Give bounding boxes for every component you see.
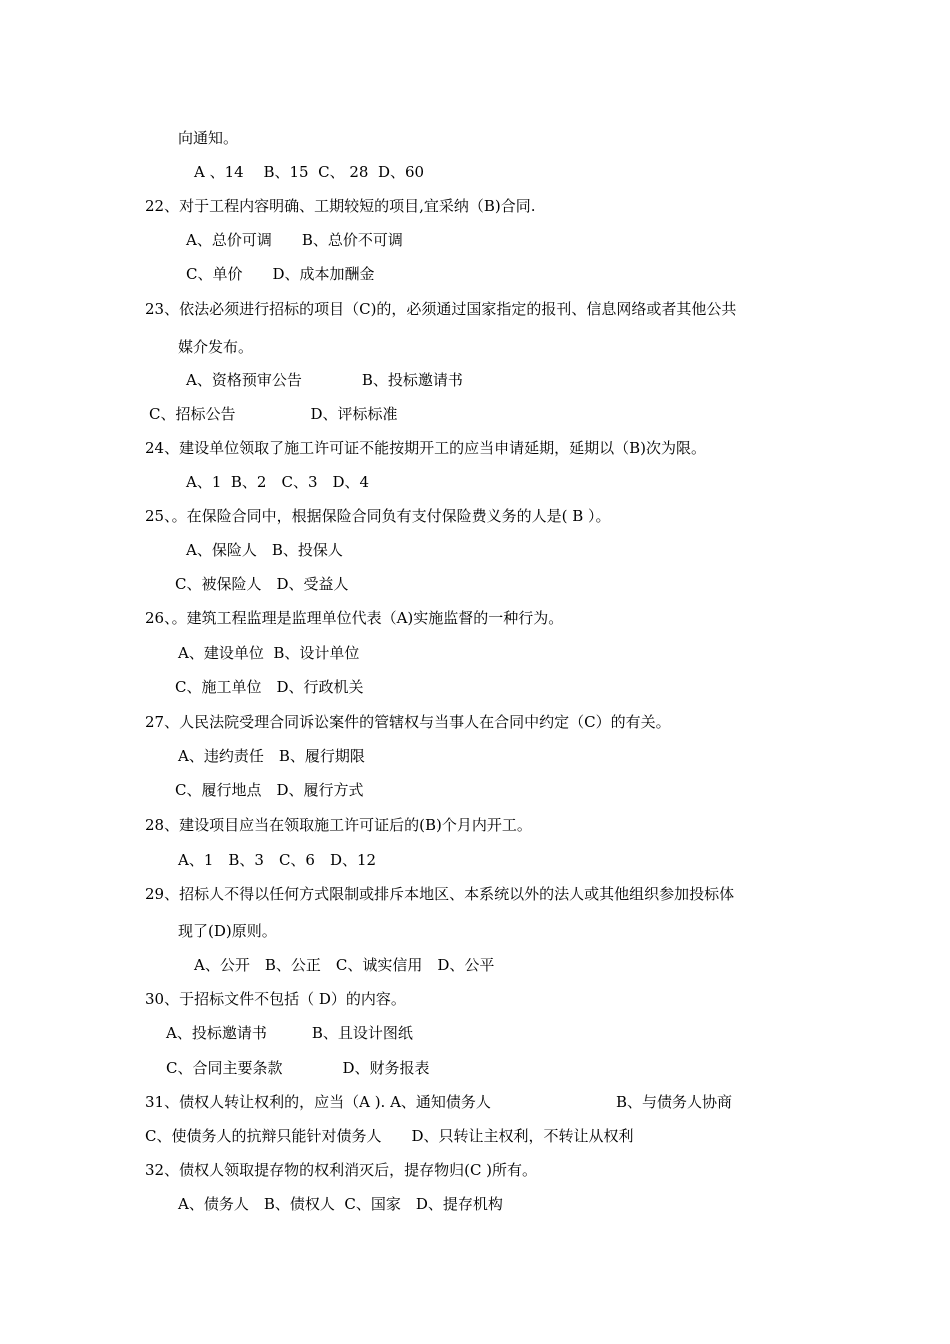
question-26: 26、。建筑工程监理是监理单位代表（A)实施监督的一种行为。 [145, 609, 564, 627]
answer-options: A 、14 B、15 C、 28 D、60 [194, 163, 425, 181]
answer-options: C、施工单位 D、行政机关 [175, 678, 364, 696]
answer-options: C、招标公告 D、评标标准 [149, 405, 398, 423]
question-25: 25、。在保险合同中，根据保险合同负有支付保险费义务的人是( B ）。 [145, 507, 611, 525]
answer-options: A、保险人 B、投保人 [186, 541, 343, 559]
question-29: 29、招标人不得以任何方式限制或排斥本地区、本系统以外的法人或其他组织参加投标体 [145, 885, 735, 903]
answer-options: A、1 B、2 C、3 D、4 [186, 473, 370, 491]
answer-options: A、投标邀请书 B、且设计图纸 [166, 1024, 413, 1042]
question-23: 23、依法必须进行招标的项目（C)的，必须通过国家指定的报刊、信息网络或者其他公共 [145, 300, 737, 318]
question-28: 28、建设项目应当在领取施工许可证后的(B)个月内开工。 [145, 816, 532, 834]
answer-options: C、合同主要条款 D、财务报表 [166, 1059, 430, 1077]
question-22: 22、对于工程内容明确、工期较短的项目,宜采纳（B)合同. [145, 197, 536, 215]
answer-options: A、违约责任 B、履行期限 [178, 747, 365, 765]
answer-options: C、单价 D、成本加酬金 [186, 265, 375, 283]
answer-options: A、建设单位 B、设计单位 [178, 644, 360, 662]
text-line: 向通知。 [178, 129, 239, 147]
question-32: 32、债权人领取提存物的权利消灭后，提存物归(C )所有。 [145, 1161, 538, 1179]
text-line: 媒介发布。 [178, 338, 254, 356]
question-30: 30、于招标文件不包括（ D）的内容。 [145, 990, 406, 1008]
question-31: 31、债权人转让权利的，应当（A ). A、通知债务人 [145, 1093, 491, 1111]
answer-options: A、总价可调 B、总价不可调 [186, 231, 403, 249]
answer-options: A、债务人 B、债权人 C、国家 D、提存机构 [178, 1195, 503, 1213]
answer-options: A、资格预审公告 B、投标邀请书 [186, 371, 463, 389]
answer-options: C、履行地点 D、履行方式 [175, 781, 364, 799]
answer-options: C、使债务人的抗辩只能针对债务人 D、只转让主权利，不转让从权利 [145, 1127, 634, 1145]
text-line: 现了(D)原则。 [178, 922, 277, 940]
question-24: 24、建设单位领取了施工许可证不能按期开工的应当申请延期，延期以（B)次为限。 [145, 439, 706, 457]
answer-option: B、与债务人协商 [616, 1093, 733, 1111]
answer-options: A、公开 B、公正 C、诚实信用 D、公平 [194, 956, 495, 974]
answer-options: C、被保险人 D、受益人 [175, 575, 349, 593]
answer-options: A、1 B、3 C、6 D、12 [178, 851, 377, 869]
question-27: 27、人民法院受理合同诉讼案件的管辖权与当事人在合同中约定（C）的有关。 [145, 713, 671, 731]
